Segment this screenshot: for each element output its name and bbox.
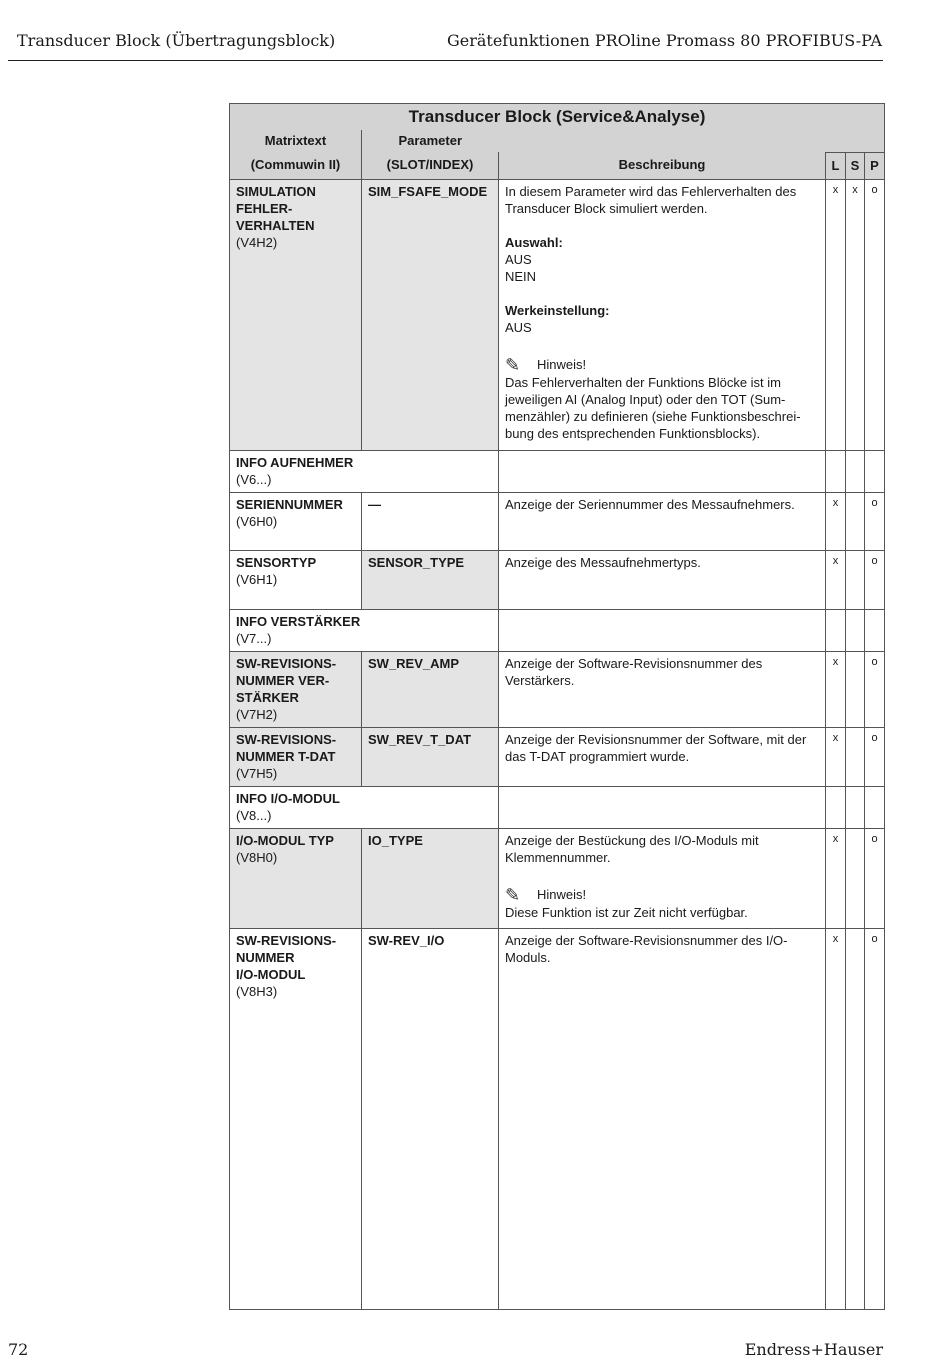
row-name-line: SW-REVISIONS-	[236, 655, 337, 671]
hint-label: Hinweis!	[537, 886, 587, 902]
empty-cell	[826, 609, 846, 651]
row-name: I/O-MODUL TYP	[236, 832, 334, 848]
row-desc: Anzeige des Messaufnehmertyps.	[499, 550, 826, 609]
row-name-line: SW-REVISIONS-	[236, 932, 337, 948]
group-code: (V8...)	[236, 807, 272, 823]
row-name-cell	[230, 928, 362, 1309]
flag-s	[846, 727, 865, 786]
table-row	[230, 651, 885, 727]
empty-cell	[826, 786, 846, 828]
row-desc: Anzeige der Software-Revisionsnummer des Verstärkers.	[499, 651, 826, 727]
row-code: (V8H0)	[236, 849, 278, 865]
row-name-line: NUMMER VER-	[236, 672, 330, 688]
col-header-s: S	[846, 152, 865, 179]
empty-cell	[499, 609, 826, 651]
flag-p: o	[865, 727, 885, 786]
group-row	[230, 609, 885, 651]
row-name-cell	[230, 727, 362, 786]
row-desc-cell	[499, 179, 826, 450]
group-cell	[230, 609, 499, 651]
table-title: Transducer Block (Service&Analyse)	[230, 104, 885, 131]
flag-l: x	[826, 727, 846, 786]
flag-p: o	[865, 492, 885, 550]
table-row	[230, 828, 885, 928]
running-header-right: Gerätefunktionen PROline Promass 80 PROFIBUS-PA	[446, 31, 882, 50]
flag-p: o	[865, 550, 885, 609]
hint-label: Hinweis!	[537, 356, 587, 372]
row-code: (V6H0)	[236, 513, 278, 529]
col-header-l: L	[826, 152, 846, 179]
row-name: SENSORTYP	[236, 554, 317, 570]
flag-s	[846, 828, 865, 928]
hint-text: Diese Funktion ist zur Zeit nicht verfügbar.	[505, 904, 748, 920]
table-row	[230, 179, 885, 450]
row-desc: Anzeige der Bestückung des I/O-Moduls mit Klemmennummer.	[505, 832, 759, 865]
running-header-left: Transducer Block (Übertragungsblock)	[17, 31, 336, 50]
flag-p: o	[865, 928, 885, 1309]
row-name-line: I/O-MODUL	[236, 966, 306, 982]
hint-text: Das Fehlerverhalten der Funktions Blöcke ist im jeweiligen AI (Analog Input) oder den TOT (Sum-menzähler) zu definieren (siehe Funktionsbeschrei-bung des entsprechenden Funktionsblocks).	[505, 374, 801, 441]
row-name: SERIENNUMMER	[236, 496, 343, 512]
group-title: INFO VERSTÄRKER	[236, 613, 361, 629]
group-cell	[230, 786, 499, 828]
col-header-parameter-2: (SLOT/INDEX)	[362, 152, 499, 179]
row-name-cell	[230, 179, 362, 450]
col-header-spacer	[499, 130, 885, 152]
empty-cell	[846, 450, 865, 492]
row-code: (V7H2)	[236, 706, 278, 722]
flag-l: x	[826, 928, 846, 1309]
group-cell	[230, 450, 499, 492]
col-header-p: P	[865, 152, 885, 179]
col-header-matrixtext-2: (Commuwin II)	[230, 152, 362, 179]
group-row	[230, 450, 885, 492]
page-number: 72	[8, 1340, 29, 1359]
flag-s	[846, 651, 865, 727]
col-header-matrixtext-1: Matrixtext	[230, 130, 362, 152]
transducer-block-table	[229, 103, 885, 1310]
werkeinstellung-value: AUS	[505, 319, 532, 335]
row-name-line: NUMMER	[236, 949, 295, 965]
row-name-line: NUMMER T-DAT	[236, 748, 336, 764]
row-code: (V7H5)	[236, 765, 278, 781]
col-header-beschreibung: Beschreibung	[499, 152, 826, 179]
row-desc: In diesem Parameter wird das Fehlerverhalten des Transducer Block simuliert werden.	[505, 183, 797, 216]
row-desc: Anzeige der Software-Revisionsnummer des I/O-Moduls.	[499, 928, 826, 1309]
brand-logo-text: Endress+Hauser	[744, 1340, 883, 1359]
row-desc: Anzeige der Seriennummer des Messaufnehmers.	[499, 492, 826, 550]
row-desc-cell	[499, 828, 826, 928]
empty-cell	[865, 450, 885, 492]
row-name-line: STÄRKER	[236, 689, 299, 705]
col-header-parameter-1: Parameter	[362, 130, 499, 152]
row-name-cell	[230, 828, 362, 928]
row-name-line: SW-REVISIONS-	[236, 731, 337, 747]
flag-p: o	[865, 179, 885, 450]
row-param: SIM_FSAFE_MODE	[362, 179, 499, 450]
empty-cell	[499, 450, 826, 492]
row-desc: Anzeige der Revisionsnummer der Software, mit der das T-DAT programmiert wurde.	[499, 727, 826, 786]
flag-s	[846, 928, 865, 1309]
row-code: (V6H1)	[236, 571, 278, 587]
pencil-icon: ✎	[505, 884, 521, 905]
header-rule	[8, 60, 883, 61]
flag-l: x	[826, 651, 846, 727]
flag-l: x	[826, 828, 846, 928]
row-name-cell	[230, 651, 362, 727]
empty-cell	[846, 609, 865, 651]
group-code: (V6...)	[236, 471, 272, 487]
table-row	[230, 727, 885, 786]
flag-p: o	[865, 651, 885, 727]
auswahl-label: Auswahl:	[505, 234, 563, 250]
group-title: INFO I/O-MODUL	[236, 790, 340, 806]
empty-cell	[846, 786, 865, 828]
group-row	[230, 786, 885, 828]
group-title: INFO AUFNEHMER	[236, 454, 354, 470]
row-name-line: FEHLER-	[236, 200, 293, 216]
row-param: SENSOR_TYPE	[362, 550, 499, 609]
row-name-cell	[230, 492, 362, 550]
auswahl-option: NEIN	[505, 268, 537, 284]
pencil-icon: ✎	[505, 354, 521, 375]
flag-l: x	[826, 179, 846, 450]
flag-s: x	[846, 179, 865, 450]
empty-cell	[865, 609, 885, 651]
table-row	[230, 928, 885, 1309]
row-name-cell	[230, 550, 362, 609]
empty-cell	[499, 786, 826, 828]
row-code: (V8H3)	[236, 983, 278, 999]
flag-s	[846, 550, 865, 609]
row-name-line: VERHALTEN	[236, 217, 315, 233]
flag-l: x	[826, 550, 846, 609]
flag-s	[846, 492, 865, 550]
flag-p: o	[865, 828, 885, 928]
empty-cell	[826, 450, 846, 492]
row-param: SW_REV_T_DAT	[362, 727, 499, 786]
empty-cell	[865, 786, 885, 828]
row-param: —	[362, 492, 499, 550]
row-param: SW_REV_AMP	[362, 651, 499, 727]
row-code: (V4H2)	[236, 234, 278, 250]
auswahl-option: AUS	[505, 251, 532, 267]
row-name-line: SIMULATION	[236, 183, 316, 199]
group-code: (V7...)	[236, 630, 272, 646]
flag-l: x	[826, 492, 846, 550]
row-param: IO_TYPE	[362, 828, 499, 928]
werkeinstellung-label: Werkeinstellung:	[505, 302, 610, 318]
table-row	[230, 492, 885, 550]
row-param: SW-REV_I/O	[362, 928, 499, 1309]
table-row	[230, 550, 885, 609]
